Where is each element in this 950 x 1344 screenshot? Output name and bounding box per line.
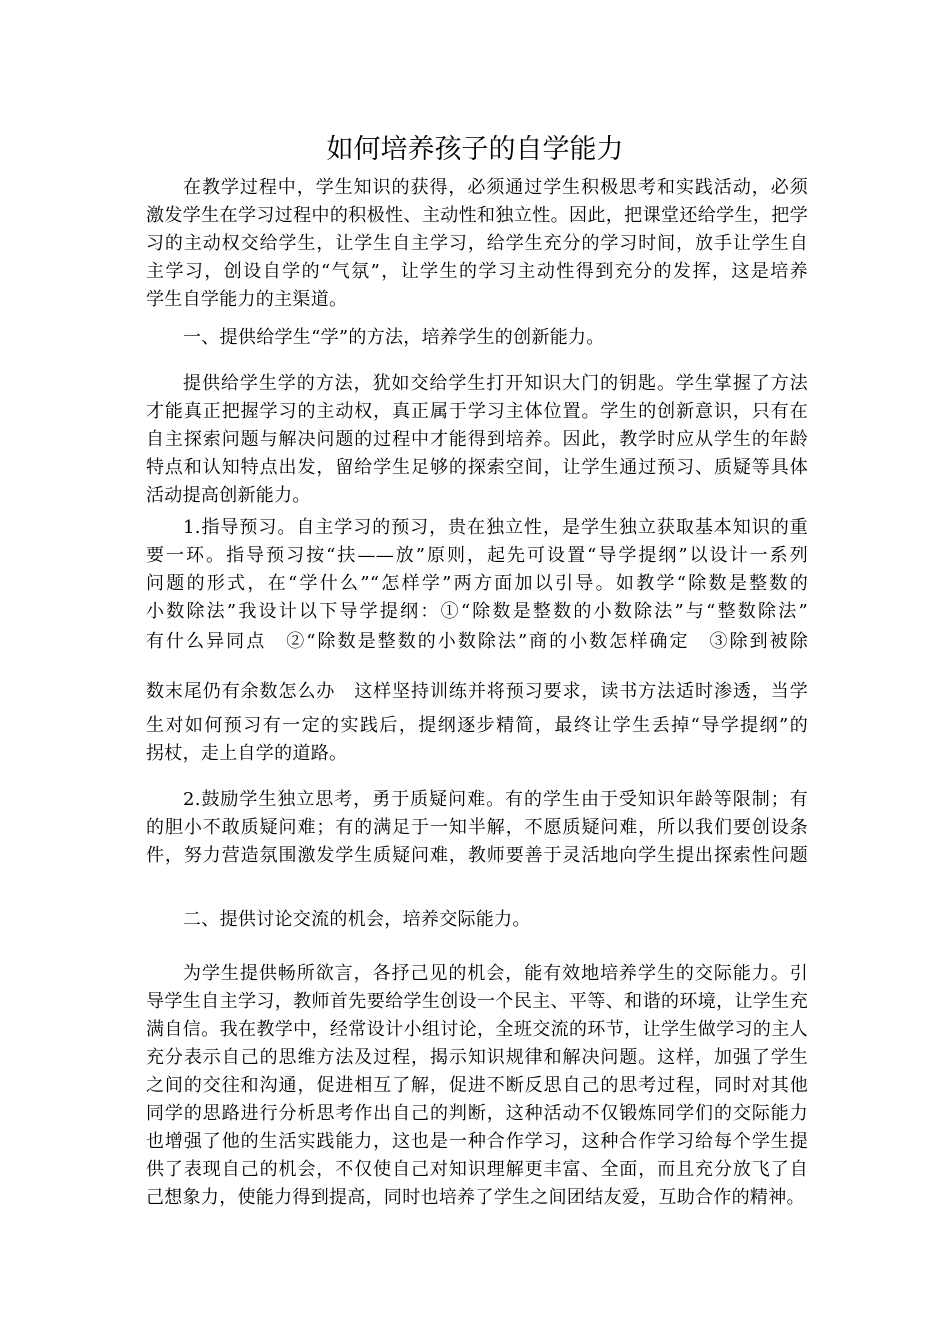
paragraph-line: 的胆小不敢质疑问难；有的满足于一知半解，不愿质疑问难，所以我们要创设条 xyxy=(146,817,808,838)
paragraph-line: 数末尾仍有余数怎么办 这样坚持训练并将预习要求，读书方法适时渗透，当学 xyxy=(146,681,808,702)
paragraph-line: 供了表现自己的机会，不仅使自己对知识理解更丰富、全面，而且充分放飞了自 xyxy=(146,1159,808,1180)
paragraph-line: 之间的交往和沟通，促进相互了解，促进不断反思自己的思考过程，同时对其他 xyxy=(146,1075,808,1096)
paragraph-line: 满自信。我在教学中，经常设计小组讨论，全班交流的环节，让学生做学习的主人 xyxy=(146,1019,808,1040)
paragraph-line: 要一环。指导预习按“扶——放”原则，起先可设置“导学提纲”以设计一系列 xyxy=(146,545,808,566)
paragraph-line: 充分表示自己的思维方法及过程，揭示知识规律和解决问题。这样，加强了学生 xyxy=(146,1047,808,1068)
section-heading: 二、提供讨论交流的机会，培养交际能力。 xyxy=(183,909,531,930)
paragraph-line: 导学生自主学习，教师首先要给学生创设一个民主、平等、和谐的环境，让学生充 xyxy=(146,991,808,1012)
paragraph-line: 在教学过程中，学生知识的获得，必须通过学生积极思考和实践活动，必须 xyxy=(183,177,808,198)
paragraph-line: 才能真正把握学习的主动权，真正属于学习主体位置。学生的创新意识，只有在 xyxy=(146,401,808,422)
paragraph-line: 拐杖，走上自学的道路。 xyxy=(146,743,348,764)
paragraph-line: 自主探索问题与解决问题的过程中才能得到培养。因此，教学时应从学生的年龄 xyxy=(146,429,808,450)
paragraph-line: 2.鼓励学生独立思考，勇于质疑问难。有的学生由于受知识年龄等限制；有 xyxy=(183,789,808,810)
paragraph-line: 己想象力，使能力得到提高，同时也培养了学生之间团结友爱，互助合作的精神。 xyxy=(146,1187,805,1208)
paragraph-line: 小数除法”我设计以下导学提纲：①“除数是整数的小数除法”与“整数除法” xyxy=(146,601,808,622)
paragraph-line: 生对如何预习有一定的实践后，提纲逐步精简，最终让学生丢掉“导学提纲”的 xyxy=(146,715,808,736)
paragraph-line: 提供给学生学的方法，犹如交给学生打开知识大门的钥匙。学生掌握了方法 xyxy=(183,373,808,394)
paragraph-line: 也增强了他的生活实践能力，这也是一种合作学习，这种合作学习给每个学生提 xyxy=(146,1131,808,1152)
paragraph-line: 习的主动权交给学生，让学生自主学习，给学生充分的学习时间，放手让学生自 xyxy=(146,233,808,254)
paragraph-line: 学生自学能力的主渠道。 xyxy=(146,289,348,310)
document-title: 如何培养孩子的自学能力 xyxy=(326,134,624,165)
paragraph-line: 问题的形式，在“学什么”“怎样学”两方面加以引导。如教学“除数是整数的 xyxy=(146,573,808,594)
paragraph-line: 1.指导预习。自主学习的预习，贵在独立性，是学生独立获取基本知识的重 xyxy=(183,517,808,538)
paragraph-line: 主学习，创设自学的“气氛”，让学生的学习主动性得到充分的发挥，这是培养 xyxy=(146,261,808,282)
paragraph-line: 为学生提供畅所欲言，各抒己见的机会，能有效地培养学生的交际能力。引 xyxy=(183,963,808,984)
paragraph-line: 特点和认知特点出发，留给学生足够的探索空间，让学生通过预习、质疑等具体 xyxy=(146,457,808,478)
paragraph-line: 有什么异同点 ②“除数是整数的小数除法”商的小数怎样确定 ③除到被除 xyxy=(146,631,808,652)
paragraph-line: 件，努力营造氛围激发学生质疑问难，教师要善于灵活地向学生提出探索性问题 xyxy=(146,845,808,866)
section-heading: 一、提供给学生“学”的方法，培养学生的创新能力。 xyxy=(183,327,605,348)
paragraph-line: 激发学生在学习过程中的积极性、主动性和独立性。因此，把课堂还给学生，把学 xyxy=(146,205,808,226)
paragraph-line: 活动提高创新能力。 xyxy=(146,485,311,506)
paragraph-line: 同学的思路进行分析思考作出自己的判断，这种活动不仅锻炼同学们的交际能力 xyxy=(146,1103,808,1124)
